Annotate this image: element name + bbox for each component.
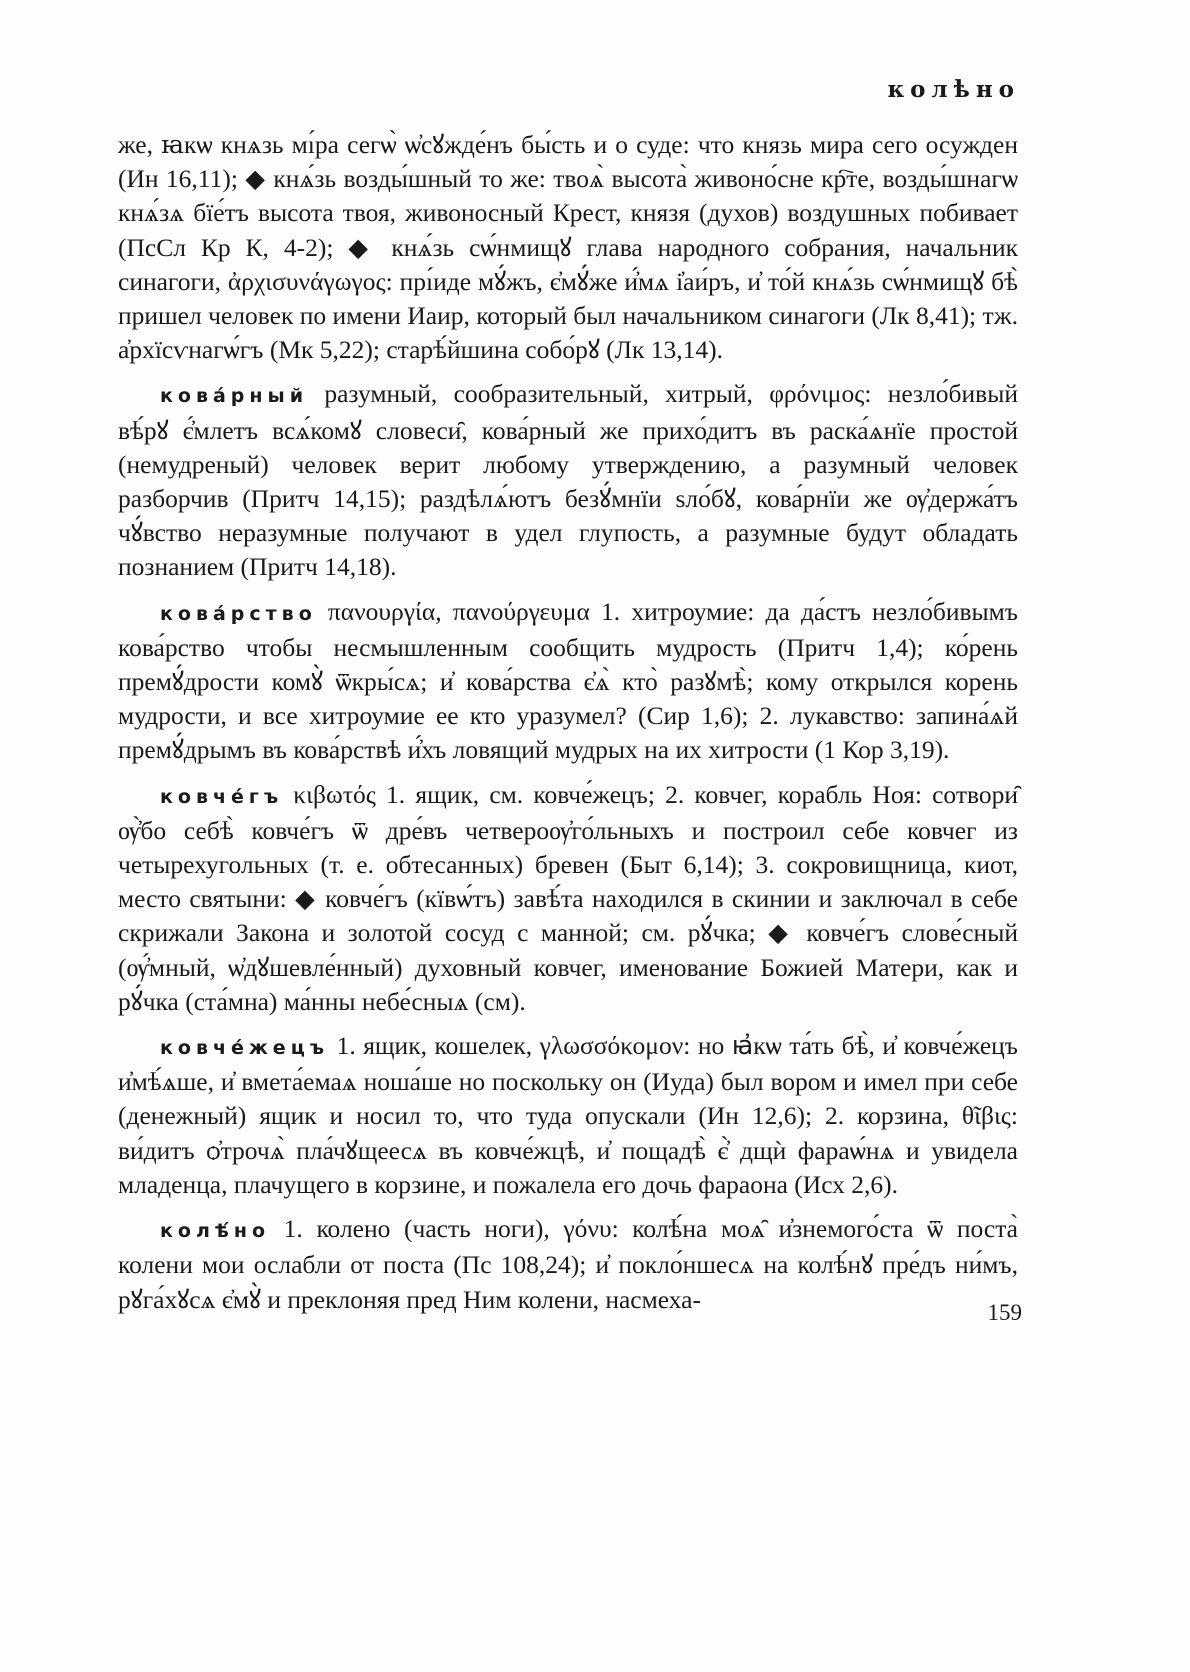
headword: ковче́жецъ — [160, 1037, 330, 1060]
running-head: колѣно — [887, 76, 1020, 103]
entry-text: же, ꙗкѡ кнѧзь мı́ра сегѡ̀ ѡ҆сꙋжде́нъ бы́сть и о суде: что князь мира сего осужден (Ин 16,11); ◆ кнѧ́зь возды́шный то же: твоѧ̀ высота̀ живоно́сне кр҇те, возды́шнагѡ кнѧ́зѧ бїе́тъ высота твоя, живоносный Крест, князя (духов) воздушных побивает (ПсСл Кр К, 4-2); ◆ кнѧ́зь сѡ́нмищꙋ глава народного собрания, начальник синагоги, ἀρχισυνάγωγος: прı́иде мꙋ́жъ, є҆мꙋ́же и҆́мѧ і҆аи́ръ, и҆ то́й кнѧ́зь сѡ́нмищꙋ бѣ̀ пришел человек по имени Иаир, который был начальником синагоги (Лк 8,41); тж. а҆рхїсѵнагѡ́гъ (Мк 5,22); старѣ́йшина собо́рꙋ (Лк 13,14). — [118, 130, 1018, 365]
entry-text: κιβωτός 1. ящик, см. ковче́жецъ; 2. ковчег, корабль Ноя: сотвори̑ ѹ҆̀бо себѣ̀ ковче́гъ ѿ дре́въ четвероѹ҆го́льныхъ и построил себе ковчег из четырехугольных (т. е. обтесанных) бревен (Быт 6,14); 3. сокровищница, киот, место святыни: ◆ ковче́гъ (кївѡ́тъ) завѣ́та находился в скинии и заключал в себе скрижали Закона и золотой сосуд с манной; см. рꙋ́чка; ◆ ковче́гъ слове́сный (ѹ҆́мный, ѡ҆дꙋшевле́нный) духовный ковчег, именование Божией Матери, как и рꙋ́чка (ста́мна) ма́нны небе́сныѧ (см). — [118, 779, 1018, 1016]
entry-text: 1. ящик, кошелек, γλωσσόκομον: но ꙗ҆кѡ та́ть бѣ̀, и҆ ковче́жецъ и҆мѣ́ѧше, и҆ вмета́емаѧ ноша́ше но поскольку он (Иуда) был вором и имел при себе (денежный) ящик и носил то, что туда опускали (Ин 12,6); 2. корзина, θῖβις: ви́дитъ ѻ҆трочѧ̀ пла́чꙋщеесѧ въ ковче́жцѣ, и҆ пощадѣ̀ є҆̀ дщѝ фараѡ́нѧ и увидела младенца, плачущего в корзине, и пожалела его дочь фараона (Исх 2,6). — [118, 1031, 1018, 1199]
entry-kovcheg — [118, 778, 1018, 1019]
headword: колѣ́но — [160, 1220, 271, 1243]
entry-kovarny — [118, 377, 1018, 584]
entry-text: 1. колено (часть ноги), γόνυ: колѣ́на моѧ̑ и҆знемого́ста ѿ поста̀ колени мои ослабли от поста (Пс 108,24); и҆ покло́ншесѧ на колѣ́нꙋ пре́дъ ни́мъ, рꙋга́хꙋсѧ є҆мꙋ̀ и преклоняя пред Ним колени, насмеха- — [118, 1214, 1018, 1314]
entry-text: πανουργία, πανούργευμα 1. хитроумие: да да́стъ незло́бивымъ кова́рство чтобы несмышленным сообщить мудрость (Притч 1,4); ко́рень премꙋ́дрости комꙋ̀ ѿкры́сѧ; и҆ кова́рства є҆ѧ̀ кто̀ разꙋмѣ̀; кому открылся корень мудрости, и все хитроумие ее кто уразумел? (Сир 1,6); 2. лукавство: запина́ѧй премꙋ́дрымъ въ кова́рствѣ и҆́хъ ловящий мудрых на их хитрости (1 Кор 3,19). — [118, 596, 1018, 765]
entry-kovarstvo — [118, 595, 1018, 768]
headword: кова́рный — [160, 385, 309, 408]
entry-koleno — [118, 1212, 1018, 1317]
entry-kovchezhets — [118, 1029, 1018, 1202]
headword: ковче́гъ — [160, 785, 284, 808]
entry-knyaz-continuation — [118, 128, 1018, 367]
entry-text: разумный, сообразительный, хитрый, φρόνιμος: незло́бивый вѣ́рꙋ є҆́млетъ всѧ́комꙋ словеси̑, кова́рный же прихо́дитъ въ раска́ѧнїе простой (немудреный) человек верит любому утверждению, а разумный человек разборчив (Притч 14,15); раздѣлѧ́ютъ безꙋ́мнїи ѕло́бꙋ, кова́рнїи же ѹ҆держа́тъ чꙋ́вство неразумные получают в удел глупость, а разумные будут обладать познанием (Притч 14,18). — [118, 379, 1018, 582]
dictionary-text — [118, 128, 1018, 1327]
page-number: 159 — [987, 1300, 1022, 1325]
headword: кова́рство — [160, 602, 317, 625]
